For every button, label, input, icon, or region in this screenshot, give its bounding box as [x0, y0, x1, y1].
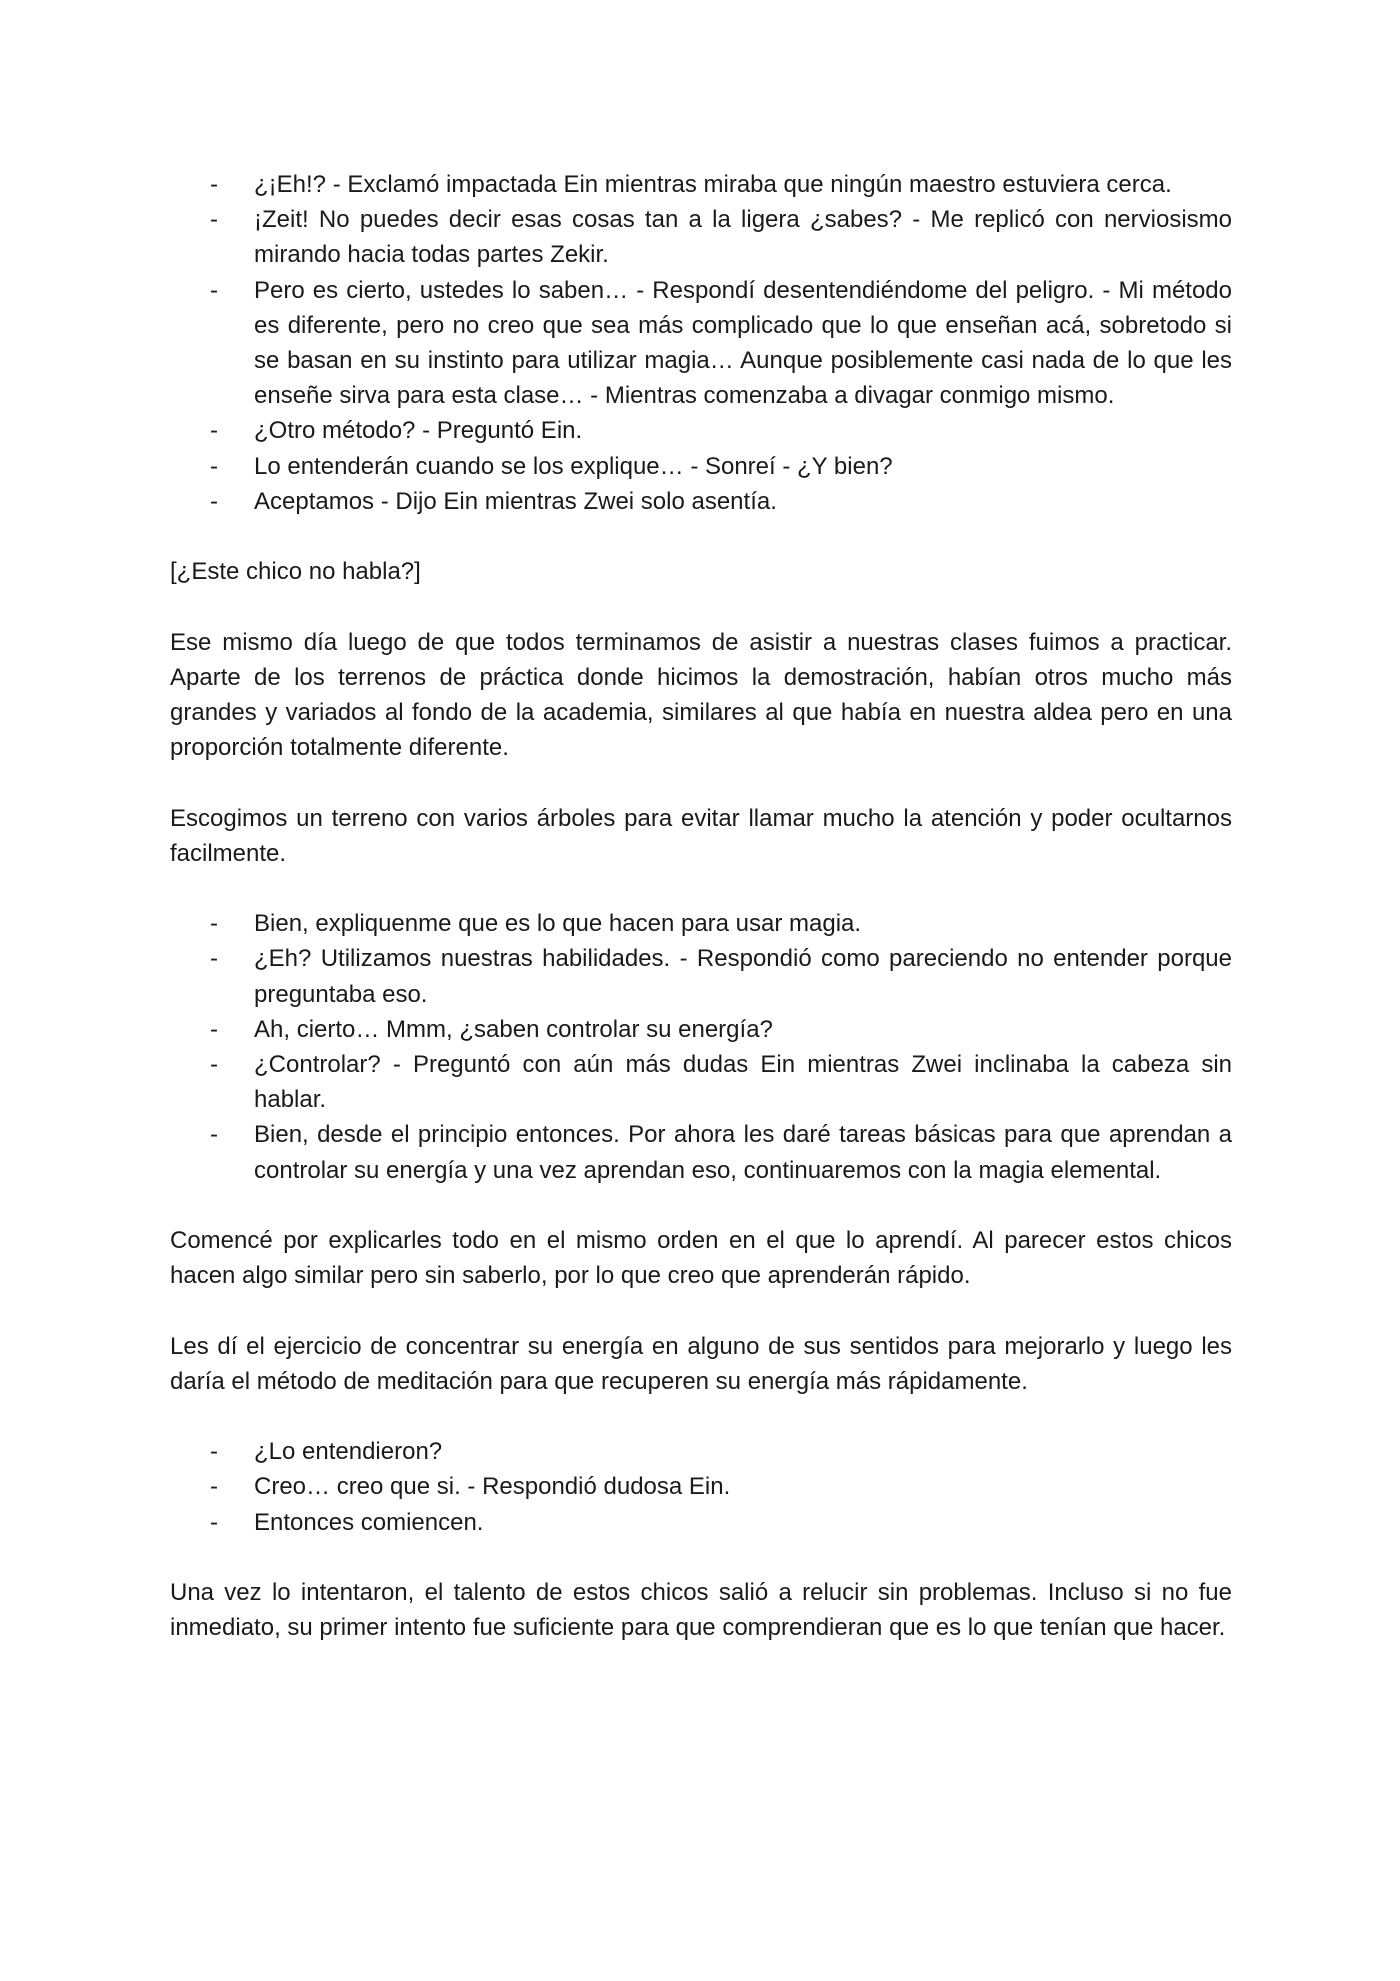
- paragraph-spacer: [170, 871, 1232, 906]
- dialogue-line: - ¡Zeit! No puedes decir esas cosas tan a la ligera ¿sabes? - Me replicó con nerviosismo mirando hacia todas partes Zekir.: [170, 202, 1232, 272]
- paragraph-spacer: [170, 765, 1232, 800]
- dialogue-line: - ¿Eh? Utilizamos nuestras habilidades. - Respondió como pareciendo no entender porque preguntaba eso.: [170, 941, 1232, 1011]
- paragraph-spacer: [170, 1188, 1232, 1223]
- dialogue-line: - Pero es cierto, ustedes lo saben… - Respondí desentendiéndome del peligro. - Mi método es diferente, pero no creo que sea más complicado que lo que enseñan acá, sobretodo si se basan en su instinto para utilizar magia… Aunque posiblemente casi nada de lo que les enseñe sirva para esta clase… - Mientras comenzaba a divagar conmigo mismo.: [170, 273, 1232, 414]
- dialogue-line: - ¿Otro método? - Preguntó Ein.: [170, 413, 1232, 448]
- paragraph: Ese mismo día luego de que todos terminamos de asistir a nuestras clases fuimos a practicar. Aparte de los terrenos de práctica donde hicimos la demostración, habían otros mucho más grandes y variados al fondo de la academia, similares al que había en nuestra aldea pero en una proporción totalmente diferente.: [170, 628, 1232, 762]
- paragraph: Una vez lo intentaron, el talento de estos chicos salió a relucir sin problemas. Incluso si no fue inmediato, su primer intento fue suficiente para que comprendieran que es lo que tenían que hacer.: [170, 1579, 1232, 1642]
- dialogue-list: [170, 1434, 1232, 1540]
- paragraph: Comencé por explicarles todo en el mismo orden en el que lo aprendí. Al parecer estos chicos hacen algo similar pero sin saberlo, por lo que creo que aprenderán rápido.: [170, 1227, 1232, 1290]
- document-body: [170, 167, 1232, 1645]
- dialogue-line: - ¿¡Eh!? - Exclamó impactada Ein mientras miraba que ningún maestro estuviera cerca.: [170, 167, 1232, 202]
- dialogue-line: - Entonces comiencen.: [170, 1505, 1232, 1540]
- dialogue-line: - Aceptamos - Dijo Ein mientras Zwei solo asentía.: [170, 484, 1232, 519]
- dialogue-line: - ¿Lo entendieron?: [170, 1434, 1232, 1469]
- dialogue-line: - Bien, expliquenme que es lo que hacen para usar magia.: [170, 906, 1232, 941]
- paragraph-spacer: [170, 1540, 1232, 1575]
- dialogue-line: - Creo… creo que si. - Respondió dudosa Ein.: [170, 1469, 1232, 1504]
- dialogue-line: - Ah, cierto… Mmm, ¿saben controlar su energía?: [170, 1012, 1232, 1047]
- paragraph-spacer: [170, 1293, 1232, 1328]
- paragraph-spacer: [170, 1399, 1232, 1434]
- dialogue-list: [170, 167, 1232, 519]
- paragraph: Les dí el ejercicio de concentrar su energía en alguno de sus sentidos para mejorarlo y luego les daría el método de meditación para que recuperen su energía más rápidamente.: [170, 1332, 1232, 1395]
- paragraph-spacer: [170, 589, 1232, 624]
- dialogue-list: [170, 906, 1232, 1188]
- dialogue-line: - Bien, desde el principio entonces. Por ahora les daré tareas básicas para que aprendan a controlar su energía y una vez aprendan eso, continuaremos con la magia elemental.: [170, 1117, 1232, 1187]
- paragraph: Escogimos un terreno con varios árboles para evitar llamar mucho la atención y poder ocultarnos facilmente.: [170, 804, 1232, 867]
- dialogue-line: - Lo entenderán cuando se los explique… - Sonreí - ¿Y bien?: [170, 449, 1232, 484]
- dialogue-line: - ¿Controlar? - Preguntó con aún más dudas Ein mientras Zwei inclinaba la cabeza sin hablar.: [170, 1047, 1232, 1117]
- bracketed-thought: [¿Este chico no habla?]: [170, 558, 421, 586]
- paragraph-spacer: [170, 519, 1232, 554]
